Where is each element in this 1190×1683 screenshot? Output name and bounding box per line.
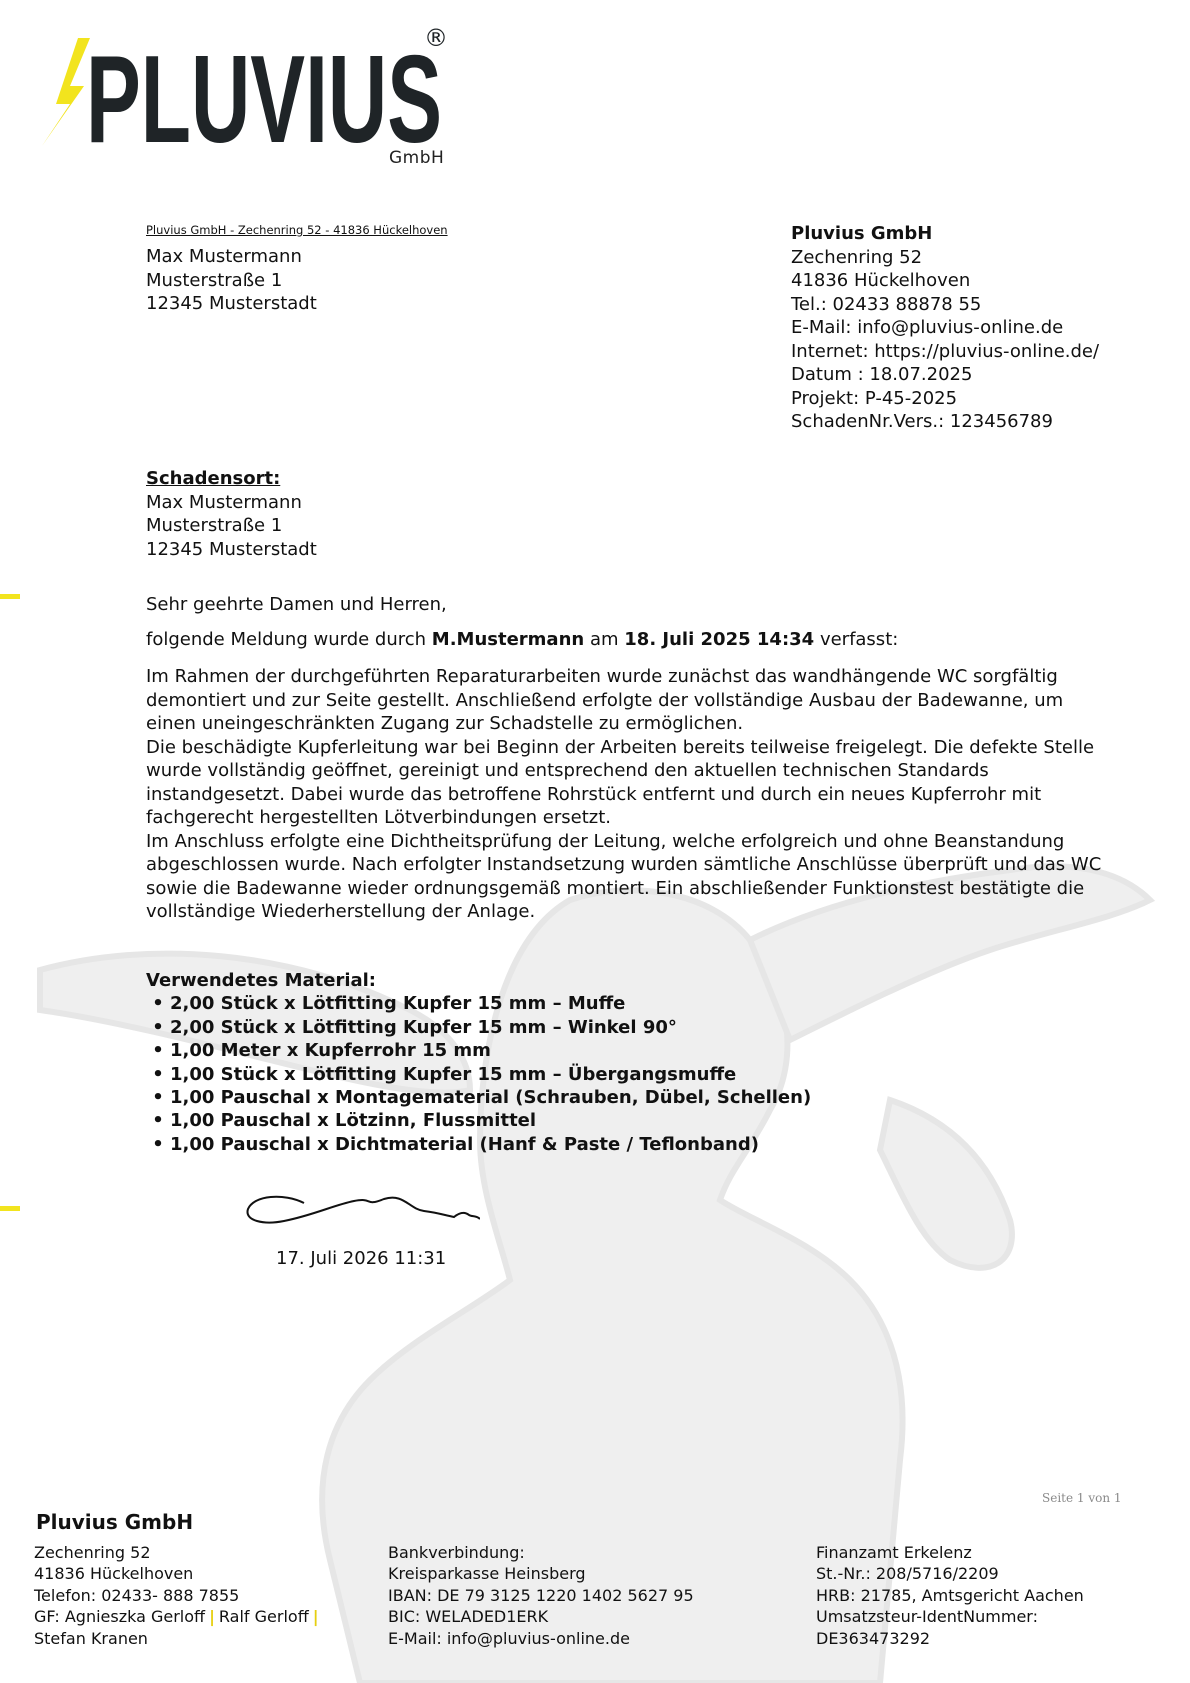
material-item: • 1,00 Meter x Kupferrohr 15 mm <box>146 1039 811 1062</box>
footer-company-name: Pluvius GmbH <box>36 1510 194 1534</box>
fold-mark-bottom <box>0 1206 20 1211</box>
footer-tax <box>816 1542 1084 1649</box>
company-phone: Tel.: 02433 88878 55 <box>791 293 982 315</box>
footer-gf-third: Stefan Kranen <box>34 1628 148 1648</box>
footer-phone: Telefon: 02433- 888 7855 <box>34 1585 240 1605</box>
company-city: 41836 Hückelhoven <box>791 270 971 291</box>
material-section <box>146 969 811 1156</box>
sender-return-address: Pluvius GmbH - Zechenring 52 - 41836 Hückelhoven <box>146 223 448 237</box>
body-paragraph: Im Rahmen der durchgeführten Reparaturarbeiten wurde zunächst das wandhängende WC sorgfältig demontiert und zur Seite gestellt. Anschließend erfolgte der vollständige Ausbau der Badewanne, um einen uneingeschränkten Zugang zur Schadstelle zu ermöglichen. <box>146 666 1064 734</box>
claim-number: SchadenNr.Vers.: 123456789 <box>791 411 1053 432</box>
material-list <box>146 992 811 1156</box>
report-line <box>146 629 898 650</box>
damage-site-name: Max Mustermann <box>146 491 302 513</box>
recipient-street: Musterstraße 1 <box>146 269 283 291</box>
footer-tax-number: St.-Nr.: 208/5716/2209 <box>816 1564 999 1584</box>
footer-separator: | <box>209 1607 215 1627</box>
company-info <box>791 222 1099 434</box>
material-item: • 2,00 Stück x Lötfitting Kupfer 15 mm – Muffe <box>146 992 811 1015</box>
footer-bank-title: Bankverbindung: <box>388 1543 525 1562</box>
material-item: • 1,00 Pauschal x Montagematerial (Schrauben, Dübel, Schellen) <box>146 1086 811 1109</box>
company-email: E-Mail: info@pluvius-online.de <box>791 317 1064 338</box>
material-item: • 2,00 Stück x Lötfitting Kupfer 15 mm – Winkel 90° <box>146 1016 811 1039</box>
material-item: • 1,00 Stück x Lötfitting Kupfer 15 mm – Übergangsmuffe <box>146 1063 811 1086</box>
material-item: • 1,00 Pauschal x Lötzinn, Flussmittel <box>146 1109 811 1132</box>
footer-tax-office: Finanzamt Erkelenz <box>816 1543 972 1562</box>
material-title: Verwendetes Material: <box>146 970 377 991</box>
company-name: Pluvius GmbH <box>791 223 933 244</box>
fold-mark-top <box>0 594 20 599</box>
footer-vat-label: Umsatzsteur-IdentNummer: <box>816 1607 1038 1627</box>
registered-mark: ® <box>424 24 448 52</box>
damage-site-title: Schadensort: <box>146 468 281 489</box>
damage-site <box>146 467 317 561</box>
recipient-city: 12345 Musterstadt <box>146 293 317 314</box>
logo-suffix: GmbH <box>389 148 445 168</box>
footer-gf-second: Ralf Gerloff <box>218 1607 309 1627</box>
material-item: • 1,00 Pauschal x Dichtmaterial (Hanf & Paste / Teflonband) <box>146 1133 811 1156</box>
signature-date: 17. Juli 2026 11:31 <box>276 1248 447 1269</box>
footer-bic: BIC: WELADED1ERK <box>388 1607 549 1627</box>
recipient-address <box>146 245 317 316</box>
report-datetime: 18. Juli 2025 14:34 <box>624 629 815 650</box>
footer-bank <box>388 1542 694 1649</box>
report-author: M.Mustermann <box>431 629 585 650</box>
footer-iban: IBAN: DE 79 3125 1220 1402 5627 95 <box>388 1585 694 1605</box>
report-middle: am <box>589 629 619 650</box>
pluvius-logo <box>22 24 452 174</box>
footer-separator: | <box>312 1607 319 1627</box>
page-number: Seite 1 von 1 <box>1042 1491 1122 1505</box>
document-date: Datum : 18.07.2025 <box>791 364 973 385</box>
body-paragraph: Die beschädigte Kupferleitung war bei Beginn der Arbeiten bereits teilweise freigelegt. Die defekte Stelle wurde vollständig geöffnet, gereinigt und entsprechend den aktuellen technischen Standards instandgesetzt. Dabei wurde das betroffene Rohrstück entfernt und durch ein neues Kupferrohr mit fachgerecht hergestellten Lötverbindungen ersetzt. <box>146 736 1095 828</box>
logo-text: PLUVIUS <box>86 31 442 169</box>
footer-address <box>34 1542 323 1649</box>
footer-street: Zechenring 52 <box>34 1543 151 1562</box>
recipient-name: Max Mustermann <box>146 246 302 267</box>
salutation: Sehr geehrte Damen und Herren, <box>146 594 447 615</box>
lightning-bolt-icon <box>42 38 90 146</box>
footer-vat-number: DE363473292 <box>816 1628 931 1648</box>
footer-managing-directors <box>34 1606 323 1627</box>
footer-bank-name: Kreisparkasse Heinsberg <box>388 1564 586 1584</box>
handwritten-signature <box>244 1185 480 1235</box>
footer-city: 41836 Hückelhoven <box>34 1564 194 1584</box>
body-paragraph: Im Anschluss erfolgte eine Dichtheitsprüfung der Leitung, welche erfolgreich und ohne Beanstandung abgeschlossen wurde. Nach erfolgter Instandsetzung wurden sämtliche Anschlüsse überprüft und das WC sowie die Badewanne wieder ordnungsgemäß montiert. Ein abschließender Funktionstest bestätigte die vollständige Wiederherstellung der Anlage. <box>146 830 1102 922</box>
body-text <box>146 665 1106 924</box>
footer-email: E-Mail: info@pluvius-online.de <box>388 1628 630 1648</box>
company-street: Zechenring 52 <box>791 246 923 268</box>
footer-gf-first: GF: Agnieszka Gerloff <box>34 1607 206 1627</box>
damage-site-city: 12345 Musterstadt <box>146 538 317 560</box>
footer-hrb: HRB: 21785, Amtsgericht Aachen <box>816 1585 1084 1605</box>
report-prefix: folgende Meldung wurde durch <box>146 629 427 650</box>
damage-site-street: Musterstraße 1 <box>146 515 283 536</box>
project-number: Projekt: P-45-2025 <box>791 387 958 409</box>
report-suffix: verfasst: <box>819 629 899 650</box>
company-website: Internet: https://pluvius-online.de/ <box>791 340 1100 362</box>
